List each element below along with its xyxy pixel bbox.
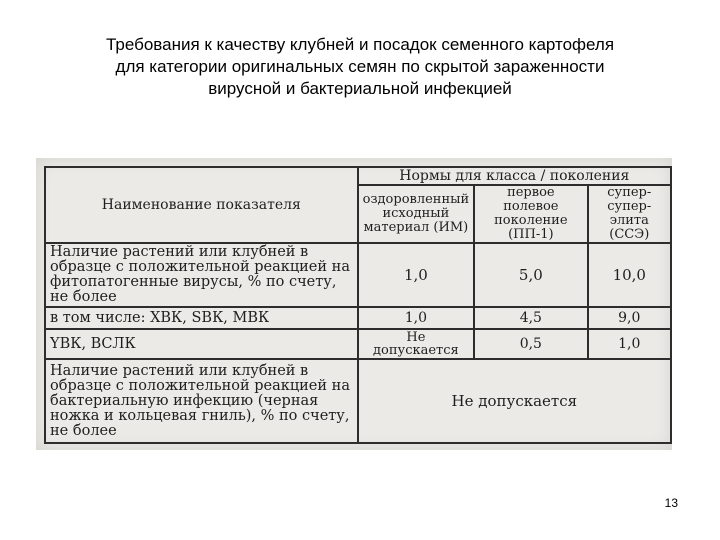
slide-title	[40, 34, 680, 100]
cell-viral-im: 1,0	[358, 243, 475, 307]
indicator-header: Наименование показателя	[45, 167, 358, 243]
row-label-including: в том числе: ХВК, SВК, МВК	[45, 307, 358, 329]
column-header-sse: супер-супер-элита (ССЭ)	[588, 185, 671, 243]
column-header-pp1: первое полевое поколение (ПП-1)	[474, 185, 587, 243]
cell-bacterial-merged: Не допускается	[358, 359, 671, 443]
cell-including-pp1: 4,5	[474, 307, 587, 329]
cell-including-sse: 9,0	[588, 307, 671, 329]
norms-header: Нормы для класса / поколения	[358, 167, 671, 185]
row-label-bacterial: Наличие растений или клубней в образце с положительной реакцией на бактериальную инфекцию (черная ножка и кольцевая гниль), % по счету, не более	[45, 359, 358, 443]
table-row-including	[45, 307, 671, 329]
cell-viral-sse: 10,0	[588, 243, 671, 307]
row-label-yvk: YВК, ВСЛК	[45, 329, 358, 359]
cell-viral-pp1: 5,0	[474, 243, 587, 307]
requirements-table	[44, 166, 672, 444]
cell-yvk-im: Не допускается	[358, 329, 475, 359]
cell-including-im: 1,0	[358, 307, 475, 329]
table-row-bacterial	[45, 359, 671, 443]
cell-yvk-pp1: 0,5	[474, 329, 587, 359]
table-row-viral	[45, 243, 671, 307]
cell-yvk-sse: 1,0	[588, 329, 671, 359]
title-line-2: для категории оригинальных семян по скрытой зараженности	[115, 57, 605, 76]
title-line-1: Требования к качеству клубней и посадок семенного картофеля	[105, 35, 615, 54]
title-line-3: вирусной и бактериальной инфекцией	[208, 79, 512, 98]
scanned-table-image	[36, 158, 672, 450]
row-label-viral: Наличие растений или клубней в образце с положительной реакцией на фитопатогенные вирусы, % по счету, не более	[45, 243, 358, 307]
table-row-yvk	[45, 329, 671, 359]
page-number: 13	[664, 496, 678, 510]
column-header-im: оздоровленный исходный материал (ИМ)	[358, 185, 475, 243]
